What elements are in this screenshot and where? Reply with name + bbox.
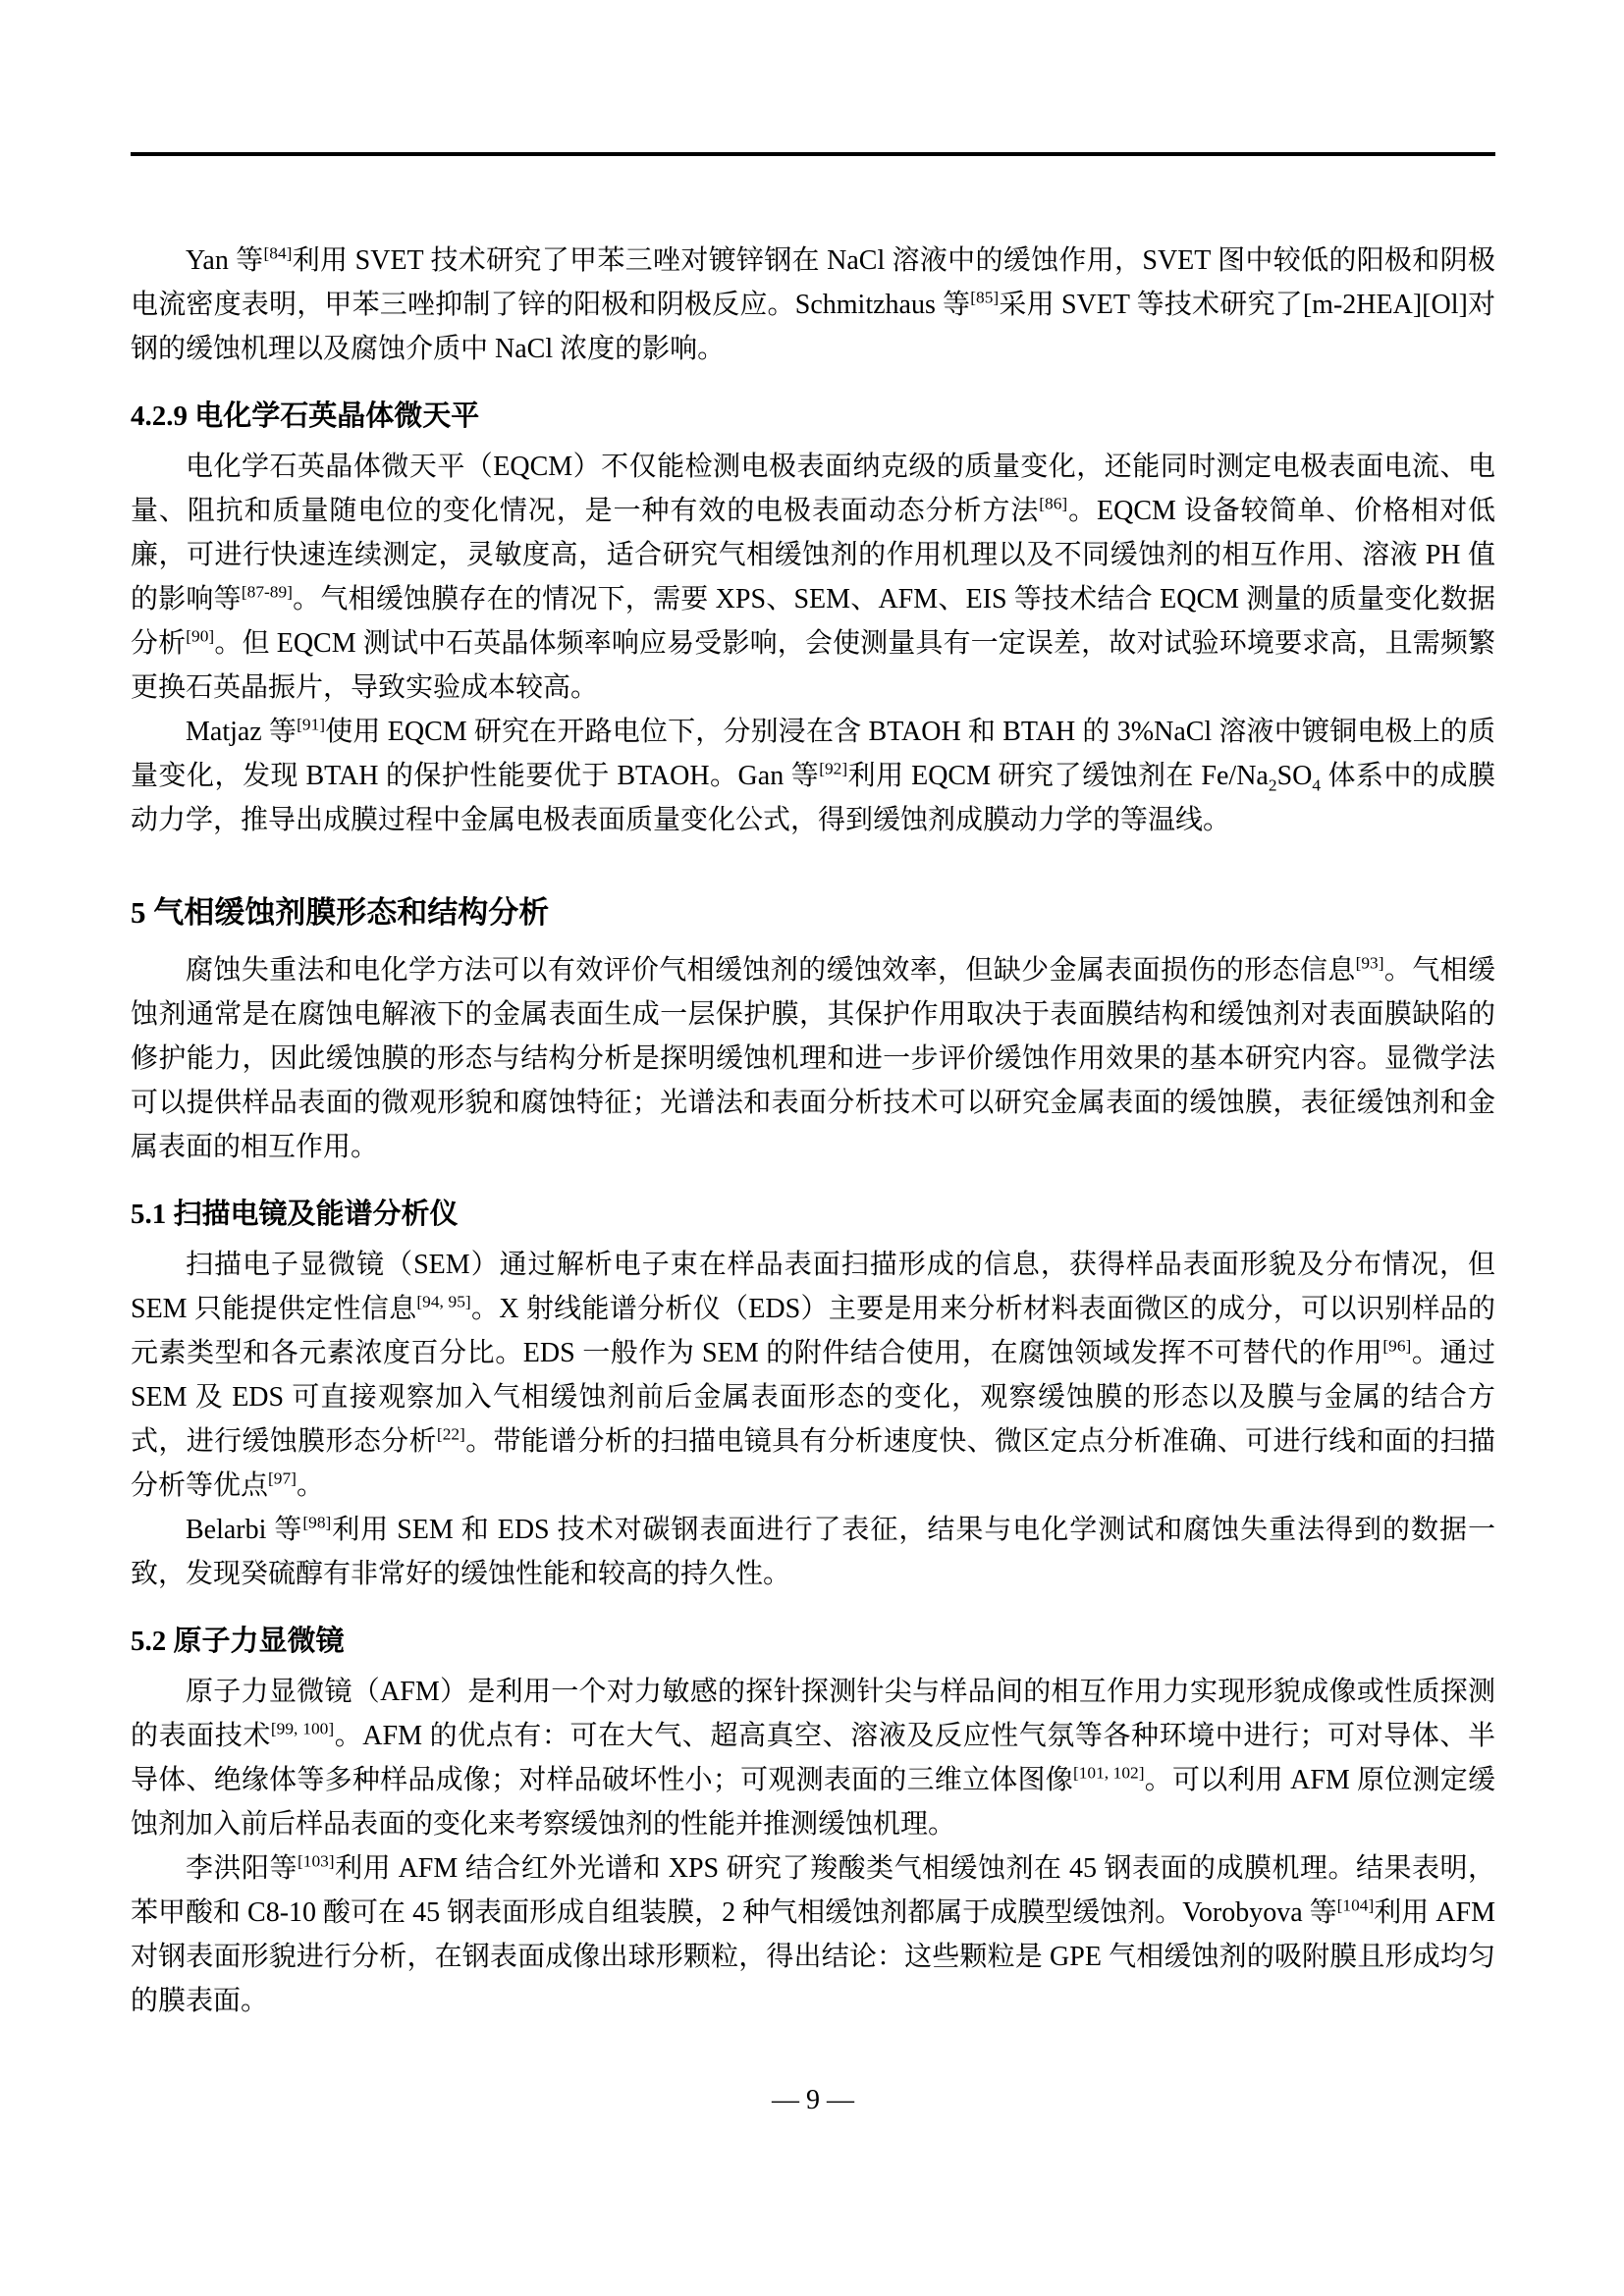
paragraph-sem-eds: 扫描电子显微镜（SEM）通过解析电子束在样品表面扫描形成的信息，获得样品表面形貌及分布情况，但 SEM 只能提供定性信息[94, 95]。X 射线能谱分析仪（EDS）主要是用来分析材料表面微区的成分，可以识别样品的元素类型和各元素浓度百分比。EDS 一般作为 SEM 的附件结合使用，在腐蚀领域发挥不可替代的作用[96]。通过 SEM 及 EDS 可直接观察加入气相缓蚀剂前后金属表面形态的变化，观察缓蚀膜的形态以及膜与金属的结合方式，进行缓蚀膜形态分析[22]。带能谱分析的扫描电镜具有分析速度快、微区定点分析准确、可进行线和面的扫描分析等优点[97]。 xyxy=(131,1250,1496,1501)
heading-5-2: 5.2 原子力显微镜 xyxy=(131,1626,345,1657)
heading-4-2-9: 4.2.9 电化学石英晶体微天平 xyxy=(131,400,480,432)
paragraph-eqcm-intro: 电化学石英晶体微天平（EQCM）不仅能检测电极表面纳克级的质量变化，还能同时测定电极表面电流、电量、阻抗和质量随电位的变化情况，是一种有效的电极表面动态分析方法[86]。EQCM 设备较简单、价格相对低廉，可进行快速连续测定，灵敏度高，适合研究气相缓蚀剂的作用机理以及不同缓蚀剂的相互作用、溶液 PH 值的影响等[87-89]。气相缓蚀膜存在的情况下，需要 XPS、SEM、AFM、EIS 等技术结合 EQCM 测量的质量变化数据分析[90]。但 EQCM 测试中石英晶体频率响应易受影响，会使测量具有一定误差，故对试验环境要求高，且需频繁更换石英晶振片，导致实验成本较高。 xyxy=(131,452,1495,703)
heading-5: 5 气相缓蚀剂膜形态和结构分析 xyxy=(131,895,550,930)
paragraph-film-analysis-intro: 腐蚀失重法和电化学方法可以有效评价气相缓蚀剂的缓蚀效率，但缺少金属表面损伤的形态信息[93]。气相缓蚀剂通常是在腐蚀电解液下的金属表面生成一层保护膜，其保护作用取决于表面膜结构和缓蚀剂对表面膜缺陷的修护能力，因此缓蚀膜的形态与结构分析是探明缓蚀机理和进一步评价缓蚀作用效果的基本研究内容。显微学法可以提供样品表面的微观形貌和腐蚀特征；光谱法和表面分析技术可以研究金属表面的缓蚀膜，表征缓蚀剂和金属表面的相互作用。 xyxy=(131,953,1495,1162)
paragraph-afm-studies: 李洪阳等[103]利用 AFM 结合红外光谱和 XPS 研究了羧酸类气相缓蚀剂在 45 钢表面的成膜机理。结果表明，苯甲酸和 C8-10 酸可在 45 钢表面形成自组装膜，2 种气相缓蚀剂都属于成膜型缓蚀剂。Vorobyova 等[104]利用 AFM 对钢表面形貌进行分析，在钢表面成像出球形颗粒，得出结论：这些颗粒是 GPE 气相缓蚀剂的吸附膜且形成均匀的膜表面。 xyxy=(131,1851,1495,2016)
paragraph-belarbi: Belarbi 等[98]利用 SEM 和 EDS 技术对碳钢表面进行了表征，结果与电化学测试和腐蚀失重法得到的数据一致，发现癸硫醇有非常好的缓蚀性能和较高的持久性。 xyxy=(131,1513,1495,1589)
heading-5-1: 5.1 扫描电镜及能谱分析仪 xyxy=(131,1199,459,1230)
header-rule xyxy=(131,152,1495,156)
paragraph-matjaz-gan: Matjaz 等[91]使用 EQCM 研究在开路电位下，分别浸在含 BTAOH 和 BTAH 的 3%NaCl 溶液中镀铜电极上的质量变化，发现 BTAH 的保护性能要优于 BTAOH。Gan 等[92]利用 EQCM 研究了缓蚀剂在 $Fe/Na_2SO_4$ 体系中的成膜动力学，推导出成膜过程中金属电极表面质量变化公式，得到缓蚀剂成膜动力学的等温线。 xyxy=(131,715,1496,835)
paragraph-afm-intro: 原子力显微镜（AFM）是利用一个对力敏感的探针探测针尖与样品间的相互作用力实现形貌成像或性质探测的表面技术[99, 100]。AFM 的优点有：可在大气、超高真空、溶液及反应性气氛等各种环境中进行；可对导体、半导体、绝缘体等多种样品成像；对样品破坏性小；可观测表面的三维立体图像[101, 102]。可以利用 AFM 原位测定缓蚀剂加入前后样品表面的变化来考察缓蚀剂的性能并推测缓蚀机理。 xyxy=(131,1677,1496,1840)
page-number: — 9 — xyxy=(772,2085,854,2115)
paragraph-svet-yan: Yan 等[84]利用 SVET 技术研究了甲苯三唑对镀锌钢在 NaCl 溶液中的缓蚀作用，SVET 图中较低的阳极和阴极电流密度表明，甲苯三唑抑制了锌的阳极和阴极反应。Schmitzhaus 等[85]采用 SVET 等技术研究了[m-2HEA][Ol]对钢的缓蚀机理以及腐蚀介质中 NaCl 浓度的影响。 xyxy=(131,243,1495,364)
